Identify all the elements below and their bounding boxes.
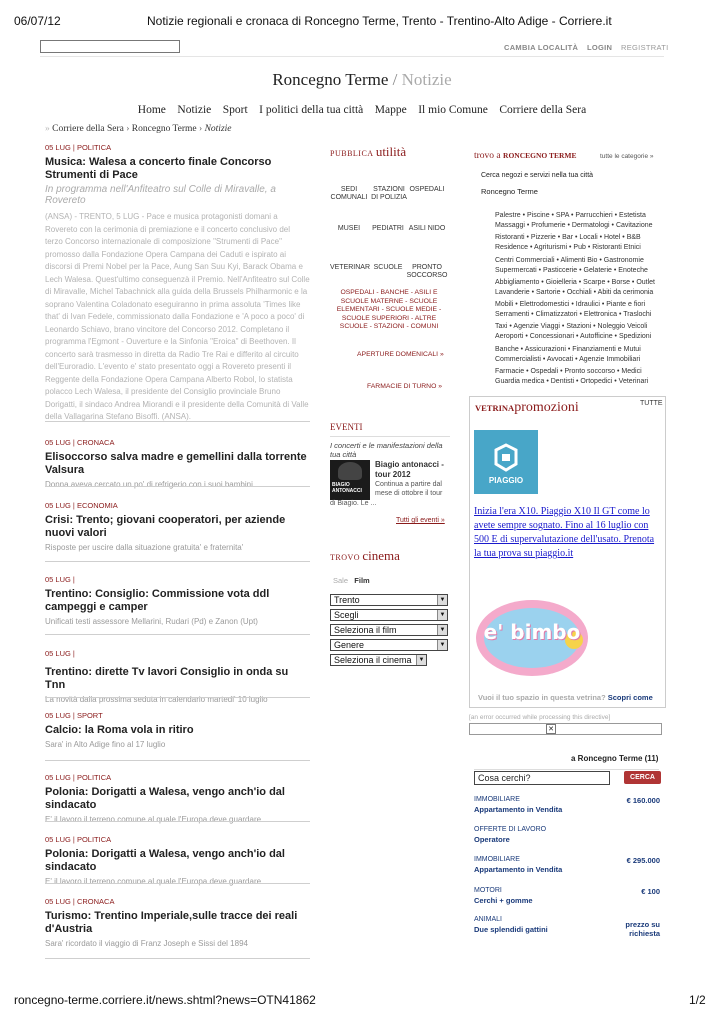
top-search-input[interactable] — [40, 40, 180, 53]
classified-price: € 295.000 — [626, 856, 660, 865]
article-title[interactable]: Polonia: Dorigatti a Walesa, vengo anch'io dal sindacato — [45, 848, 285, 873]
article-meta: 05 LUG | — [45, 575, 75, 584]
article-meta: 05 LUG | CRONACA — [45, 897, 115, 906]
article-subtitle: Sara' ricordato il viaggio di Franz Joseph e Sissi del 1894 — [45, 939, 248, 948]
article-item — [45, 143, 310, 424]
cinema-select-value: Seleziona il cinema — [334, 655, 412, 665]
piaggio-logo-image[interactable] — [474, 430, 538, 494]
cinema-title: cinema — [362, 548, 400, 563]
article-title[interactable]: Polonia: Dorigatti a Walesa, vengo anch'io dal sindacato — [45, 786, 285, 811]
chevron-down-icon: ▼ — [437, 610, 447, 620]
article-divider — [45, 883, 310, 884]
city-select-value: Trento — [334, 595, 360, 605]
vetrina-ad-question: Vuoi il tuo spazio in questa vetrina? — [478, 693, 606, 702]
piaggio-promo-link[interactable]: Inizia l'era X10. Piaggio X10 Il GT come lo avete sempre sognato. Fino al 16 luglio con 500 E di supervalutazione dell'usato. Prenota la tua prova su piaggio.it — [474, 506, 655, 559]
article-divider — [45, 561, 310, 562]
registrati-link[interactable]: REGISTRATI — [621, 43, 669, 52]
annunci-divider — [474, 769, 659, 770]
category-group[interactable]: Farmacie • Ospedali • Pronto soccorso • Medici Guardia medica • Dentisti • Ortopedici • Veterinari — [495, 368, 649, 385]
tab-film[interactable]: Film — [354, 576, 370, 585]
article-divider — [45, 486, 310, 487]
article-item — [45, 897, 310, 949]
classified-title[interactable]: Appartamento in Vendita — [474, 865, 563, 874]
cinema-heading — [330, 548, 400, 564]
ssi-error-text: [an error occurred while processing this directive] — [469, 714, 611, 721]
evento-title[interactable]: Biagio antonacci - tour 2012 — [375, 460, 444, 479]
util-sedi-comunali[interactable]: SEDI COMUNALI — [330, 186, 368, 201]
classified-price: € 160.000 — [626, 796, 660, 805]
poster-text: BIAGIO ANTONACCI — [332, 482, 362, 494]
article-subtitle: Unificati testi assessore Mellarini, Rudari (Pd) e Zanon (Upt) — [45, 617, 258, 626]
nav-mappe[interactable]: Mappe — [374, 104, 407, 116]
article-title[interactable]: Calcio: la Roma vola in ritiro — [45, 724, 194, 736]
trovo-search-text: Cerca negozi e servizi nella tua città — [481, 172, 594, 179]
site-slash: / — [388, 70, 402, 89]
farmacie-turno-link[interactable]: FARMACIE DI TURNO » — [367, 383, 443, 390]
classified-item[interactable] — [474, 916, 664, 938]
article-divider — [45, 821, 310, 822]
article-meta: 05 LUG | ECONOMIA — [45, 501, 118, 510]
util-musei[interactable]: MUSEI — [337, 225, 361, 232]
classified-item[interactable] — [474, 796, 664, 814]
eventi-divider — [330, 436, 450, 437]
classified-price: € 100 — [641, 887, 660, 896]
evento-text-more: di Biagio. Le ... — [330, 500, 377, 507]
util-pediatri[interactable]: PEDIATRI — [372, 225, 404, 232]
article-divider — [45, 421, 310, 422]
biagio-poster-image[interactable] — [330, 460, 370, 500]
category-group[interactable]: Ristoranti • Pizzerie • Bar • Locali • Hotel • B&B Residence • Agriturismi • Pub • Ristoranti Etnici — [495, 234, 641, 251]
util-stazioni-polizia[interactable]: STAZIONI DI POLIZIA — [371, 186, 407, 201]
bimbo-ad-image[interactable] — [474, 590, 590, 680]
main-nav — [0, 104, 724, 116]
article-item — [45, 773, 310, 825]
classified-title[interactable]: Cerchi + gomme — [474, 896, 533, 905]
article-title[interactable]: Turismo: Trentino Imperiale,sulle tracce dei reali d'Austria — [45, 910, 298, 935]
article-item — [45, 438, 310, 490]
trovo-search-input[interactable]: Roncegno Terme — [481, 187, 538, 196]
article-divider — [45, 697, 310, 698]
classified-category: OFFERTE DI LAVORO — [474, 826, 547, 833]
article-subtitle: Risposte per uscire dalla situazione gratuita' e fraternita' — [45, 543, 244, 552]
site-title — [0, 70, 724, 90]
cinema-tabs — [333, 576, 370, 585]
utilita-pre: PUBBLICA — [330, 149, 374, 158]
category-group[interactable]: Palestre • Piscine • SPA • Parrucchieri • Estetista Massaggi • Profumerie • Dermatologi • Cavitazione — [495, 212, 653, 229]
print-date: 06/07/12 — [14, 14, 61, 28]
chevron-down-icon: ▼ — [437, 640, 447, 650]
article-title[interactable]: Crisi: Trento; giovani cooperatori, per aziende nuovi valori — [45, 514, 286, 539]
scopri-come-link[interactable]: Scopri come — [607, 693, 653, 702]
evento-text: Continua a partire dal mese di ottobre il tour — [375, 481, 443, 497]
category-group[interactable]: Centri Commerciali • Alimenti Bio • Gastronomie Supermercati • Pasticcerie • Gelaterie • Enoteche — [495, 257, 648, 274]
classified-category: ANIMALI — [474, 916, 503, 923]
trovo-place: RONCEGNO TERME — [503, 151, 577, 160]
util-scuole[interactable]: SCUOLE — [373, 264, 403, 271]
chevron-down-icon: ▼ — [437, 595, 447, 605]
category-group[interactable]: Taxi • Agenzie Viaggi • Stazioni • Noleggio Veicoli Aeroporti • Concessionari • Autofficine • Spedizioni — [495, 323, 652, 340]
utilita-title: utilità — [375, 144, 407, 159]
article-meta: 05 LUG | POLITICA — [45, 143, 112, 152]
article-meta: 05 LUG | — [45, 649, 75, 658]
classified-title[interactable]: Appartamento in Vendita — [474, 805, 563, 814]
util-asili-nido[interactable]: ASILI NIDO — [408, 225, 446, 232]
classified-item[interactable] — [474, 887, 664, 905]
chevron-down-icon: ▼ — [416, 655, 426, 665]
print-title: Notizie regionali e cronaca di Roncegno Terme, Trento - Trentino-Alto Adige - Corriere.it — [147, 14, 612, 28]
vetrina-title: promozioni — [514, 400, 579, 415]
article-meta: 05 LUG | POLITICA — [45, 835, 112, 844]
eventi-intro: I concerti e le manifestazioni della tua città — [330, 441, 443, 459]
cerca-button[interactable]: CERCA — [624, 771, 661, 784]
article-meta: 05 LUG | POLITICA — [45, 773, 112, 782]
article-meta: 05 LUG | SPORT — [45, 711, 103, 720]
breadcrumb-place[interactable]: Roncegno Terme — [131, 124, 197, 134]
article-subtitle: Sara' in Alto Adige fino al 17 luglio — [45, 740, 166, 749]
article-divider — [45, 634, 310, 635]
nav-politici[interactable]: I politici della tua città — [259, 104, 364, 116]
classified-category: IMMOBILIARE — [474, 796, 520, 803]
breadcrumb-current: Notizie — [204, 124, 232, 134]
chevron-down-icon: ▼ — [437, 625, 447, 635]
breadcrumb-sep: › — [123, 124, 132, 134]
genere-select[interactable] — [330, 639, 448, 651]
broken-image-icon: ✕ — [546, 724, 556, 734]
annunci-title: a Roncegno Terme (11) — [571, 754, 659, 763]
article-title[interactable]: Elisoccorso salva madre e gemellini dalla torrente Valsura — [45, 451, 307, 476]
classified-title[interactable]: Due splendidi gattini — [474, 925, 548, 934]
article-subtitle: In programma nell'Anfiteatro sul Colle di Miravalle, a Rovereto — [45, 184, 276, 206]
broken-widget — [469, 723, 662, 735]
util-veterinari[interactable]: VETERINAR — [329, 264, 371, 271]
trovo-pre: trovo a — [474, 151, 501, 161]
article-item — [45, 501, 310, 553]
util-ospedali[interactable]: OSPEDALI — [409, 186, 445, 193]
utilita-list[interactable]: OSPEDALI - BANCHE - ASILI E SCUOLE MATERNE - SCUOLE ELEMENTARI - SCUOLE MEDIE - SCUOLE SUPERIORI - ALTRE SCUOLE - STAZIONI - COMUNI — [336, 289, 442, 330]
category-group[interactable]: Banche • Assicurazioni • Finanziamenti e Mutui Commercialisti • Avvocati • Agenzie Immobiliari — [495, 346, 641, 363]
print-footer-url: roncegno-terme.corriere.it/news.shtml?news=OTN41862 — [14, 993, 316, 1007]
eventi-heading: EVENTI — [330, 422, 363, 432]
city-select[interactable] — [330, 594, 448, 606]
breadcrumb-sep: › — [196, 124, 205, 134]
aperture-domenicali-link[interactable]: APERTURE DOMENICALI » — [357, 351, 444, 358]
scegli-select-value: Scegli — [334, 610, 359, 620]
print-footer-page: 1/2 — [689, 993, 706, 1007]
vetrina-tutte-link[interactable]: TUTTE — [640, 400, 663, 407]
nav-home[interactable]: Home — [137, 104, 166, 116]
cambia-localita-link[interactable]: CAMBIA LOCALITÀ — [504, 43, 579, 52]
nav-mio-comune[interactable]: Il mio Comune — [418, 104, 488, 116]
tab-sale[interactable]: Sale — [333, 576, 349, 585]
category-group[interactable]: Mobili • Elettrodomestici • Idraulici • Piante e fiori Serramenti • Climatizzatori • Elettronica • Traslochi — [495, 301, 652, 318]
genere-select-value: Genere — [334, 640, 365, 650]
article-item — [45, 711, 310, 750]
breadcrumb-marker: » — [45, 124, 50, 134]
classified-title[interactable]: Operatore — [474, 835, 510, 844]
site-name[interactable]: Roncegno Terme — [272, 70, 389, 89]
site-section: Notizie — [401, 70, 452, 89]
article-body: (ANSA) - TRENTO, 5 LUG - Pace e musica protagonisti domani a Rovereto con la cerimonia di premiazione e il concerto conclusivo del terzo Concorso internazionale di composizione "Strumenti di Pace" promosso dalla Fondazione Opera Campana dei Caduti e ispirato ai discorsi di Premi Nobel per la Pace, Aung San Suu Kyi, Barack Obama e Lech Walesa. Quest'ultimo conseguenzà il Premio. Nell'Anfiteatro sul Colle di Miravalle, Michel Tabachnick alla guida della Brussels Philharmonic e la soprano Valentina Coladonato eseguiranno in prima assoluta 'Times like that' di Ivan Fedele, commissionato dalla Fondazione e 'A poco a poco' di Leonardo Schiavo, brano vincitore del Concorso 2012. Completano il programma l'Egmont - Ouverture e la Sinfonia "Eroica" di Beethoven. Il concerto sarà trasmesso in diretta da Radio Tre Rai e differito al circuito dell'Euroradio. L'evento e' stato presentato oggi a Rovereto presenti il Reggente della Fondazione Opera Campana Alberto Robol, lo statista polacco Lech Walesa, il presidente del Consiglio provinciale Bruno Dorigatti, il sindaco Andrea Miorandi e il presidente della Comunità di Valle della Vallagarina Stefano Bisoffi. (ANSA). — [45, 212, 310, 421]
category-group[interactable]: Abbigliamento • Gioielleria • Scarpe • Borse • Outlet Lavanderie • Sartorie • Occhiali • Abiti da cerimonia — [495, 279, 655, 296]
classified-category: IMMOBILIARE — [474, 856, 520, 863]
breadcrumb — [45, 124, 232, 134]
piaggio-brand-text: PIAGGIO — [488, 476, 524, 485]
scegli-select[interactable] — [330, 609, 448, 621]
classified-category: MOTORI — [474, 887, 502, 894]
film-select-value: Seleziona il film — [334, 625, 397, 635]
classified-price: prezzo su richiesta — [625, 920, 660, 938]
util-pronto-soccorso[interactable]: PRONTO SOCCORSO — [406, 264, 448, 279]
vetrina-pre: VETRINA — [475, 403, 515, 413]
login-link[interactable]: LOGIN — [587, 43, 613, 52]
tutti-eventi-link[interactable]: Tutti gli eventi » — [396, 517, 445, 524]
nav-corriere[interactable]: Corriere della Sera — [499, 104, 587, 116]
tutte-categorie-link[interactable]: tutte le categorie » — [600, 153, 654, 160]
bimbo-logo-text: e' bimbo — [483, 620, 581, 644]
nav-sport[interactable]: Sport — [222, 104, 248, 116]
vetrina-ad-cta — [478, 693, 653, 702]
article-subtitle: E' il lavoro il terreno comune al quale l'Europa deve guardare — [45, 815, 262, 824]
trovo-heading — [474, 151, 576, 161]
classified-item[interactable] — [474, 856, 664, 874]
annunci-search-input[interactable]: Cosa cerchi? — [474, 771, 610, 785]
cinema-pre: TROVO — [330, 553, 361, 562]
poster-figure — [338, 462, 362, 480]
article-subtitle: E' il lavoro il terreno comune al quale l'Europa deve guardare — [45, 877, 262, 886]
article-item — [45, 575, 310, 627]
vetrina-heading — [475, 400, 579, 416]
article-title[interactable]: Trentino: dirette Tv lavori Consiglio in onda su Tnn — [45, 666, 289, 691]
classified-item[interactable] — [474, 826, 664, 844]
article-title[interactable]: Musica: Walesa a concerto finale Concorso Strumenti di Pace — [45, 156, 272, 181]
article-title[interactable]: Trentino: Consiglio: Commissione vota ddl campeggi e camper — [45, 588, 270, 613]
film-select[interactable] — [330, 624, 448, 636]
article-subtitle: La novità dalla prossima seduta in calendario martedi' 10 luglio — [45, 695, 268, 704]
cinema-select[interactable] — [330, 654, 427, 666]
article-divider — [45, 760, 310, 761]
article-divider — [45, 958, 310, 959]
utilita-heading — [330, 144, 406, 160]
article-meta: 05 LUG | CRONACA — [45, 438, 115, 447]
article-item — [45, 835, 310, 887]
nav-notizie[interactable]: Notizie — [177, 104, 212, 116]
breadcrumb-home[interactable]: Corriere della Sera — [52, 124, 124, 134]
article-subtitle: Donna aveva cercato un po' di refrigerio con i suoi bambini — [45, 480, 253, 489]
top-divider — [40, 56, 664, 57]
